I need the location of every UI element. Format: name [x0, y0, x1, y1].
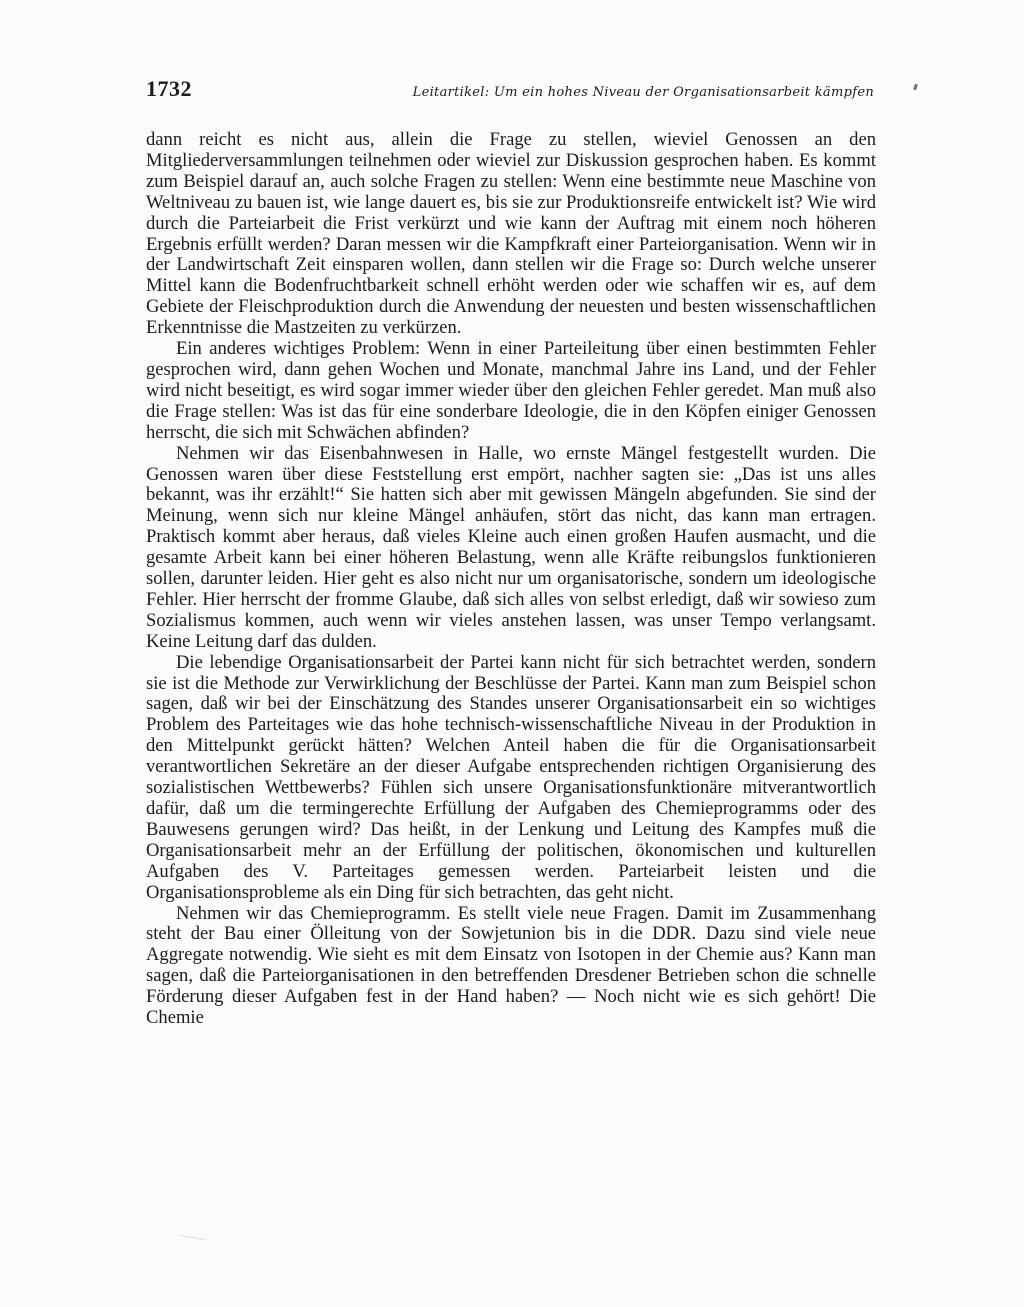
page-number: 1732 — [146, 76, 192, 101]
paragraph: dann reicht es nicht aus, allein die Frage zu stellen, wieviel Genossen an den Mitgliederversammlungen teilnehmen oder wieviel zur Diskussion gesprochen haben. Es kommt zum Beispiel darauf an, auch solche Fragen zu stellen: Wenn eine bestimmte neue Maschine von Weltniveau zu bauen ist, wie lange dauert es, bis sie zur Produktionsreife entwickelt ist? Wie wird durch die Parteiarbeit die Frist verkürzt und wie kann der Auftrag mit einem noch höheren Ergebnis erfüllt werden? Daran messen wir die Kampfkraft einer Parteiorganisation. Wenn wir in der Landwirtschaft Zeit einsparen wollen, dann stellen wir die Frage so: Durch welche unserer Mittel kann die Bodenfruchtbarkeit schnell erhöht werden oder wie schaffen wir es, auf dem Gebiete der Fleischproduktion durch die Anwendung der neuesten und besten wissenschaftlichen Erkenntnisse die Mastzeiten zu verkürzen. — [146, 129, 876, 339]
page-header — [146, 76, 874, 106]
paragraph: Nehmen wir das Eisenbahnwesen in Halle, wo ernste Mängel festgestellt wurden. Die Genossen waren über diese Feststellung erst empört, nachher sagten sie: „Das ist uns alles bekannt, was ihr erzählt!“ Sie hatten sich aber mit gewissen Mängeln abgefunden. Sie sind der Meinung, wenn sich nur kleine Mängel anhäufen, stört das nicht, das kann man ertragen. Praktisch kommt aber heraus, daß vieles Kleine auch einen großen Haufen ausmacht, und die gesamte Arbeit kann bei einer höheren Belastung, wenn alle Kräfte reibungslos funktionieren sollen, darunter leiden. Hier geht es also nicht nur um organisatorische, sondern um ideologische Fehler. Hier herrscht der fromme Glaube, daß sich alles von selbst erledigt, daß wir sowieso zum Sozialismus kommen, auch wenn wir vieles anstehen lassen, was unser Tempo verlangsamt. Keine Leitung darf das dulden. — [146, 442, 876, 652]
paragraph: Die lebendige Organisationsarbeit der Partei kann nicht für sich betrachtet werden, sondern sie ist die Methode zur Verwirklichung der Beschlüsse der Partei. Kann man zum Beispiel schon sagen, daß wir bei der Einschätzung des Standes unserer Organisationsarbeit ein so wichtiges Problem des Parteitages wie das hohe technisch-wissenschaftliche Niveau in der Produktion in den Mittelpunkt gerückt hätten? Welchen Anteil haben die für die Organisationsarbeit verantwortlichen Sekretäre an der dieser Aufgabe entsprechenden richtigen Organisierung des sozialistischen Wettbewerbs? Fühlen sich unsere Organisationsfunktionäre mitverantwortlich dafür, daß um die termingerechte Erfüllung der Aufgaben des Chemieprogramms oder des Bauwesens gerungen wird? Das heißt, in der Lenkung und Leitung des Kampfes muß die Organisationsarbeit mehr an der Erfüllung der politischen, ökonomischen und kulturellen Aufgaben des V. Parteitages gemessen werden. Parteiarbeit leisten und die Organisationsprobleme als ein Ding für sich betrachten, das geht nicht. — [146, 651, 876, 903]
article-body — [146, 130, 876, 1029]
paragraph: Nehmen wir das Chemieprogramm. Es stellt viele neue Fragen. Damit im Zusammenhang steht der Bau einer Ölleitung von der Sowjetunion bis in die DDR. Dazu sind viele neue Aggregate notwendig. Wie sieht es mit dem Einsatz von Isotopen in der Chemie aus? Kann man sagen, daß die Parteiorganisationen in den betreffenden Dresdener Betrieben schon die schnelle Förderung dieser Aufgaben fest in der Hand haben? — Noch nicht wie es sich gehört! Die Chemie — [146, 902, 876, 1029]
paragraph: Ein anderes wichtiges Problem: Wenn in einer Parteileitung über einen bestimmten Fehler gesprochen wird, dann gehen Wochen und Monate, manchmal Jahre ins Land, und der Fehler wird nicht beseitigt, es wird sogar immer wieder über den gleichen Fehler geredet. Man muß also die Frage stellen: Was ist das für eine sonderbare Ideologie, die in den Köpfen einiger Genossen herrscht, die sich mit Schwächen abfinden? — [146, 338, 876, 443]
scan-smudge — [178, 1232, 208, 1242]
running-head: Leitartikel: Um ein hohes Niveau der Organisationsarbeit kämpfen — [412, 85, 874, 100]
margin-mark — [913, 84, 918, 91]
